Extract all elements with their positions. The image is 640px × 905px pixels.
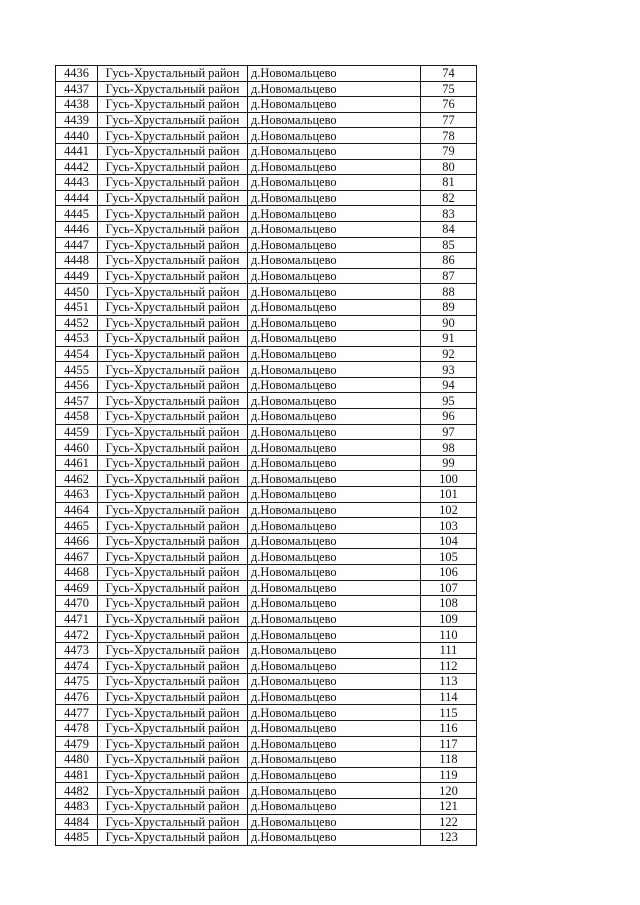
house-number-cell: 106	[421, 565, 477, 581]
district-cell: Гусь-Хрустальный район	[98, 736, 248, 752]
village-cell: д.Новомальцево	[248, 611, 421, 627]
village-cell: д.Новомальцево	[248, 206, 421, 222]
village-cell: д.Новомальцево	[248, 143, 421, 159]
village-cell: д.Новомальцево	[248, 658, 421, 674]
record-number-cell: 4456	[56, 377, 98, 393]
village-cell: д.Новомальцево	[248, 159, 421, 175]
house-number-cell: 90	[421, 315, 477, 331]
record-number-cell: 4467	[56, 549, 98, 565]
house-number-cell: 91	[421, 331, 477, 347]
table-row	[56, 393, 477, 409]
village-cell: д.Новомальцево	[248, 627, 421, 643]
record-number-cell: 4464	[56, 502, 98, 518]
record-number-cell: 4445	[56, 206, 98, 222]
house-number-cell: 110	[421, 627, 477, 643]
district-cell: Гусь-Хрустальный район	[98, 440, 248, 456]
district-cell: Гусь-Хрустальный район	[98, 611, 248, 627]
table-row	[56, 767, 477, 783]
table-row	[56, 206, 477, 222]
district-cell: Гусь-Хрустальный район	[98, 518, 248, 534]
table-row	[56, 736, 477, 752]
village-cell: д.Новомальцево	[248, 424, 421, 440]
district-cell: Гусь-Хрустальный район	[98, 767, 248, 783]
house-number-cell: 118	[421, 752, 477, 768]
village-cell: д.Новомальцево	[248, 190, 421, 206]
house-number-cell: 83	[421, 206, 477, 222]
district-cell: Гусь-Хрустальный район	[98, 81, 248, 97]
table-row	[56, 674, 477, 690]
house-number-cell: 103	[421, 518, 477, 534]
house-number-cell: 92	[421, 346, 477, 362]
house-number-cell: 95	[421, 393, 477, 409]
district-cell: Гусь-Хрустальный район	[98, 66, 248, 82]
table-row	[56, 112, 477, 128]
house-number-cell: 113	[421, 674, 477, 690]
village-cell: д.Новомальцево	[248, 752, 421, 768]
table-row	[56, 549, 477, 565]
district-cell: Гусь-Хрустальный район	[98, 689, 248, 705]
district-cell: Гусь-Хрустальный район	[98, 471, 248, 487]
record-number-cell: 4447	[56, 237, 98, 253]
district-cell: Гусь-Хрустальный район	[98, 549, 248, 565]
district-cell: Гусь-Хрустальный район	[98, 720, 248, 736]
village-cell: д.Новомальцево	[248, 315, 421, 331]
table-row	[56, 502, 477, 518]
district-cell: Гусь-Хрустальный район	[98, 346, 248, 362]
district-cell: Гусь-Хрустальный район	[98, 752, 248, 768]
record-number-cell: 4438	[56, 97, 98, 113]
district-cell: Гусь-Хрустальный район	[98, 642, 248, 658]
table-row	[56, 752, 477, 768]
record-number-cell: 4457	[56, 393, 98, 409]
record-number-cell: 4450	[56, 284, 98, 300]
house-number-cell: 107	[421, 580, 477, 596]
table-row	[56, 814, 477, 830]
district-cell: Гусь-Хрустальный район	[98, 315, 248, 331]
district-cell: Гусь-Хрустальный район	[98, 175, 248, 191]
house-number-cell: 77	[421, 112, 477, 128]
village-cell: д.Новомальцево	[248, 533, 421, 549]
house-number-cell: 82	[421, 190, 477, 206]
village-cell: д.Новомальцево	[248, 377, 421, 393]
district-cell: Гусь-Хрустальный район	[98, 221, 248, 237]
house-number-cell: 94	[421, 377, 477, 393]
house-number-cell: 96	[421, 409, 477, 425]
district-cell: Гусь-Хрустальный район	[98, 206, 248, 222]
house-number-cell: 100	[421, 471, 477, 487]
district-cell: Гусь-Хрустальный район	[98, 362, 248, 378]
village-cell: д.Новомальцево	[248, 736, 421, 752]
house-number-cell: 75	[421, 81, 477, 97]
records-table-body	[56, 66, 477, 846]
house-number-cell: 119	[421, 767, 477, 783]
table-row	[56, 642, 477, 658]
record-number-cell: 4473	[56, 642, 98, 658]
district-cell: Гусь-Хрустальный район	[98, 596, 248, 612]
table-row	[56, 97, 477, 113]
record-number-cell: 4480	[56, 752, 98, 768]
table-row	[56, 830, 477, 846]
district-cell: Гусь-Хрустальный район	[98, 565, 248, 581]
district-cell: Гусь-Хрустальный район	[98, 237, 248, 253]
house-number-cell: 74	[421, 66, 477, 82]
table-row	[56, 689, 477, 705]
table-row	[56, 237, 477, 253]
district-cell: Гусь-Хрустальный район	[98, 331, 248, 347]
house-number-cell: 98	[421, 440, 477, 456]
table-row	[56, 611, 477, 627]
district-cell: Гусь-Хрустальный район	[98, 253, 248, 269]
district-cell: Гусь-Хрустальный район	[98, 112, 248, 128]
district-cell: Гусь-Хрустальный район	[98, 190, 248, 206]
house-number-cell: 114	[421, 689, 477, 705]
record-number-cell: 4436	[56, 66, 98, 82]
table-row	[56, 783, 477, 799]
house-number-cell: 88	[421, 284, 477, 300]
house-number-cell: 79	[421, 143, 477, 159]
village-cell: д.Новомальцево	[248, 767, 421, 783]
district-cell: Гусь-Хрустальный район	[98, 284, 248, 300]
village-cell: д.Новомальцево	[248, 798, 421, 814]
table-row	[56, 221, 477, 237]
house-number-cell: 93	[421, 362, 477, 378]
village-cell: д.Новомальцево	[248, 596, 421, 612]
table-row	[56, 268, 477, 284]
house-number-cell: 121	[421, 798, 477, 814]
table-row	[56, 424, 477, 440]
village-cell: д.Новомальцево	[248, 128, 421, 144]
record-number-cell: 4477	[56, 705, 98, 721]
village-cell: д.Новомальцево	[248, 97, 421, 113]
district-cell: Гусь-Хрустальный район	[98, 268, 248, 284]
village-cell: д.Новомальцево	[248, 237, 421, 253]
table-row	[56, 362, 477, 378]
record-number-cell: 4459	[56, 424, 98, 440]
district-cell: Гусь-Хрустальный район	[98, 533, 248, 549]
record-number-cell: 4437	[56, 81, 98, 97]
village-cell: д.Новомальцево	[248, 502, 421, 518]
district-cell: Гусь-Хрустальный район	[98, 830, 248, 846]
record-number-cell: 4485	[56, 830, 98, 846]
village-cell: д.Новомальцево	[248, 705, 421, 721]
table-row	[56, 315, 477, 331]
district-cell: Гусь-Хрустальный район	[98, 627, 248, 643]
house-number-cell: 122	[421, 814, 477, 830]
record-number-cell: 4482	[56, 783, 98, 799]
district-cell: Гусь-Хрустальный район	[98, 580, 248, 596]
district-cell: Гусь-Хрустальный район	[98, 377, 248, 393]
record-number-cell: 4440	[56, 128, 98, 144]
table-row	[56, 565, 477, 581]
house-number-cell: 80	[421, 159, 477, 175]
house-number-cell: 112	[421, 658, 477, 674]
table-row	[56, 143, 477, 159]
house-number-cell: 84	[421, 221, 477, 237]
table-row	[56, 705, 477, 721]
table-row	[56, 518, 477, 534]
record-number-cell: 4455	[56, 362, 98, 378]
village-cell: д.Новомальцево	[248, 455, 421, 471]
table-row	[56, 331, 477, 347]
village-cell: д.Новомальцево	[248, 268, 421, 284]
village-cell: д.Новомальцево	[248, 299, 421, 315]
village-cell: д.Новомальцево	[248, 674, 421, 690]
record-number-cell: 4474	[56, 658, 98, 674]
record-number-cell: 4466	[56, 533, 98, 549]
district-cell: Гусь-Хрустальный район	[98, 674, 248, 690]
house-number-cell: 85	[421, 237, 477, 253]
table-row	[56, 346, 477, 362]
table-row	[56, 299, 477, 315]
record-number-cell: 4468	[56, 565, 98, 581]
village-cell: д.Новомальцево	[248, 830, 421, 846]
village-cell: д.Новомальцево	[248, 221, 421, 237]
district-cell: Гусь-Хрустальный район	[98, 487, 248, 503]
house-number-cell: 116	[421, 720, 477, 736]
table-row	[56, 471, 477, 487]
record-number-cell: 4476	[56, 689, 98, 705]
village-cell: д.Новомальцево	[248, 814, 421, 830]
house-number-cell: 109	[421, 611, 477, 627]
district-cell: Гусь-Хрустальный район	[98, 299, 248, 315]
record-number-cell: 4478	[56, 720, 98, 736]
village-cell: д.Новомальцево	[248, 720, 421, 736]
village-cell: д.Новомальцево	[248, 783, 421, 799]
village-cell: д.Новомальцево	[248, 471, 421, 487]
village-cell: д.Новомальцево	[248, 331, 421, 347]
house-number-cell: 86	[421, 253, 477, 269]
district-cell: Гусь-Хрустальный район	[98, 783, 248, 799]
district-cell: Гусь-Хрустальный район	[98, 658, 248, 674]
village-cell: д.Новомальцево	[248, 440, 421, 456]
record-number-cell: 4460	[56, 440, 98, 456]
record-number-cell: 4443	[56, 175, 98, 191]
village-cell: д.Новомальцево	[248, 565, 421, 581]
table-row	[56, 798, 477, 814]
district-cell: Гусь-Хрустальный район	[98, 159, 248, 175]
house-number-cell: 108	[421, 596, 477, 612]
house-number-cell: 102	[421, 502, 477, 518]
district-cell: Гусь-Хрустальный район	[98, 424, 248, 440]
table-row	[56, 66, 477, 82]
record-number-cell: 4462	[56, 471, 98, 487]
table-row	[56, 440, 477, 456]
record-number-cell: 4458	[56, 409, 98, 425]
house-number-cell: 87	[421, 268, 477, 284]
village-cell: д.Новомальцево	[248, 549, 421, 565]
house-number-cell: 76	[421, 97, 477, 113]
record-number-cell: 4439	[56, 112, 98, 128]
house-number-cell: 99	[421, 455, 477, 471]
house-number-cell: 111	[421, 642, 477, 658]
record-number-cell: 4461	[56, 455, 98, 471]
district-cell: Гусь-Хрустальный район	[98, 502, 248, 518]
district-cell: Гусь-Хрустальный район	[98, 97, 248, 113]
house-number-cell: 123	[421, 830, 477, 846]
table-row	[56, 596, 477, 612]
village-cell: д.Новомальцево	[248, 81, 421, 97]
village-cell: д.Новомальцево	[248, 642, 421, 658]
record-number-cell: 4449	[56, 268, 98, 284]
house-number-cell: 89	[421, 299, 477, 315]
district-cell: Гусь-Хрустальный район	[98, 814, 248, 830]
house-number-cell: 104	[421, 533, 477, 549]
record-number-cell: 4454	[56, 346, 98, 362]
table-row	[56, 81, 477, 97]
village-cell: д.Новомальцево	[248, 112, 421, 128]
village-cell: д.Новомальцево	[248, 689, 421, 705]
record-number-cell: 4484	[56, 814, 98, 830]
record-number-cell: 4453	[56, 331, 98, 347]
district-cell: Гусь-Хрустальный район	[98, 455, 248, 471]
record-number-cell: 4451	[56, 299, 98, 315]
table-row	[56, 627, 477, 643]
village-cell: д.Новомальцево	[248, 362, 421, 378]
district-cell: Гусь-Хрустальный район	[98, 143, 248, 159]
table-row	[56, 580, 477, 596]
table-row	[56, 409, 477, 425]
village-cell: д.Новомальцево	[248, 284, 421, 300]
table-row	[56, 720, 477, 736]
record-number-cell: 4471	[56, 611, 98, 627]
record-number-cell: 4481	[56, 767, 98, 783]
village-cell: д.Новомальцево	[248, 409, 421, 425]
house-number-cell: 81	[421, 175, 477, 191]
district-cell: Гусь-Хрустальный район	[98, 798, 248, 814]
record-number-cell: 4483	[56, 798, 98, 814]
house-number-cell: 117	[421, 736, 477, 752]
record-number-cell: 4479	[56, 736, 98, 752]
record-number-cell: 4475	[56, 674, 98, 690]
table-row	[56, 455, 477, 471]
table-row	[56, 128, 477, 144]
record-number-cell: 4446	[56, 221, 98, 237]
table-row	[56, 159, 477, 175]
village-cell: д.Новомальцево	[248, 66, 421, 82]
record-number-cell: 4469	[56, 580, 98, 596]
record-number-cell: 4448	[56, 253, 98, 269]
record-number-cell: 4442	[56, 159, 98, 175]
village-cell: д.Новомальцево	[248, 253, 421, 269]
house-number-cell: 101	[421, 487, 477, 503]
district-cell: Гусь-Хрустальный район	[98, 128, 248, 144]
village-cell: д.Новомальцево	[248, 487, 421, 503]
table-row	[56, 658, 477, 674]
house-number-cell: 115	[421, 705, 477, 721]
record-number-cell: 4465	[56, 518, 98, 534]
district-cell: Гусь-Хрустальный район	[98, 705, 248, 721]
house-number-cell: 97	[421, 424, 477, 440]
table-row	[56, 190, 477, 206]
record-number-cell: 4472	[56, 627, 98, 643]
table-row	[56, 253, 477, 269]
record-number-cell: 4452	[56, 315, 98, 331]
record-number-cell: 4470	[56, 596, 98, 612]
house-number-cell: 105	[421, 549, 477, 565]
record-number-cell: 4441	[56, 143, 98, 159]
record-number-cell: 4444	[56, 190, 98, 206]
village-cell: д.Новомальцево	[248, 518, 421, 534]
records-table	[55, 65, 477, 846]
table-row	[56, 533, 477, 549]
district-cell: Гусь-Хрустальный район	[98, 409, 248, 425]
village-cell: д.Новомальцево	[248, 393, 421, 409]
house-number-cell: 78	[421, 128, 477, 144]
table-row	[56, 284, 477, 300]
table-row	[56, 377, 477, 393]
house-number-cell: 120	[421, 783, 477, 799]
district-cell: Гусь-Хрустальный район	[98, 393, 248, 409]
table-row	[56, 175, 477, 191]
village-cell: д.Новомальцево	[248, 175, 421, 191]
village-cell: д.Новомальцево	[248, 580, 421, 596]
table-row	[56, 487, 477, 503]
record-number-cell: 4463	[56, 487, 98, 503]
village-cell: д.Новомальцево	[248, 346, 421, 362]
